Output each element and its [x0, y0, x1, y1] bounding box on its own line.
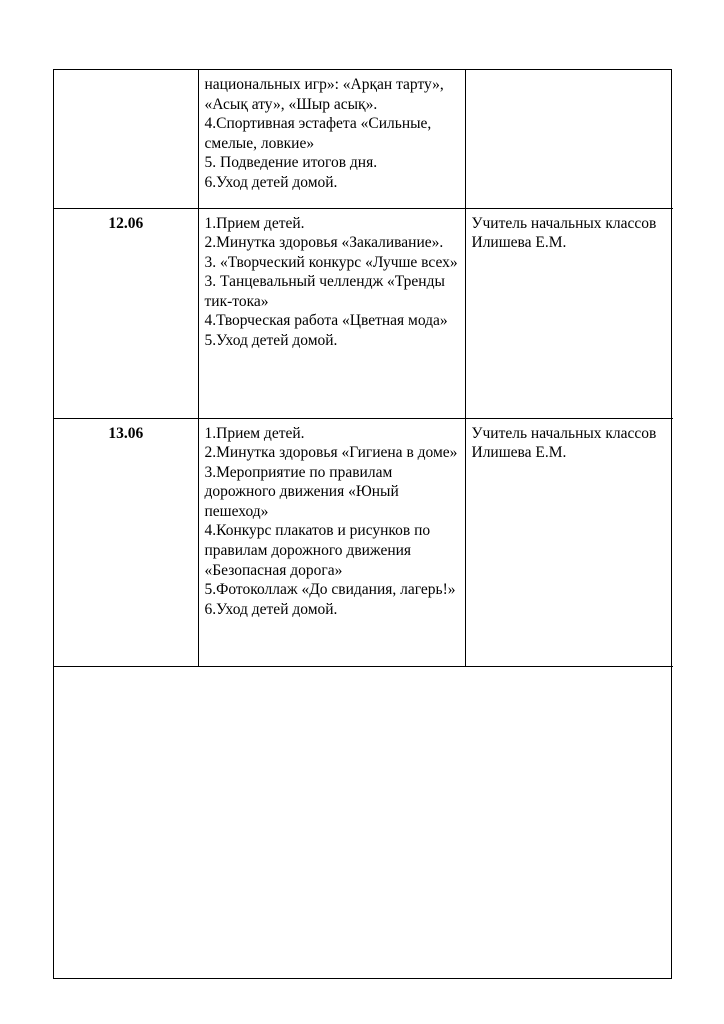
responsible-cell — [465, 70, 673, 208]
activity-item: 6.Уход детей домой. — [204, 600, 338, 618]
activity-item: 1.Прием детей. — [204, 214, 305, 232]
table-row — [54, 208, 673, 418]
activity-item: 4.Спортивная эстафета «Сильные, смелые, ловкие» — [204, 115, 432, 152]
date-cell — [54, 70, 198, 208]
date-cell: 12.06 — [54, 208, 198, 418]
activity-item: национальных игр»: «Арқан тарту», «Асық ату», «Шыр асық». — [204, 76, 444, 113]
page-frame — [53, 69, 672, 979]
activities-cell — [198, 418, 465, 666]
responsible-cell: Учитель начальных классов Илишева Е.М. — [465, 418, 673, 666]
activity-item: 4.Творческая работа «Цветная мода» — [204, 312, 448, 330]
activity-item: 3. «Творческий конкурс «Лучше всех» — [204, 253, 458, 271]
activity-item: 3. Танцевальный челлендж «Тренды тик-тока» — [204, 273, 445, 310]
activity-item: 5.Фотоколлаж «До свидания, лагерь!» — [204, 581, 456, 599]
activity-item: 5. Подведение итогов дня. — [204, 154, 378, 172]
activity-item: 5.Уход детей домой. — [204, 332, 338, 350]
activity-item: 2.Минутка здоровья «Гигиена в доме» — [204, 444, 458, 462]
table-row — [54, 70, 673, 208]
activity-item: 2.Минутка здоровья «Закаливание». — [204, 234, 444, 252]
table-row — [54, 418, 673, 666]
responsible-cell: Учитель начальных классов Илишева Е.М. — [465, 208, 673, 418]
activities-cell — [198, 70, 465, 208]
date-cell: 13.06 — [54, 418, 198, 666]
activity-item: 4.Конкурс плакатов и рисунков по правилам дорожного движения «Безопасная дорога» — [204, 522, 431, 579]
activities-cell — [198, 208, 465, 418]
schedule-table — [54, 70, 673, 667]
activity-item: 1.Прием детей. — [204, 424, 305, 442]
activity-item: 3.Мероприятие по правилам дорожного движения «Юный пешеход» — [204, 463, 399, 520]
activity-item: 6.Уход детей домой. — [204, 173, 338, 191]
